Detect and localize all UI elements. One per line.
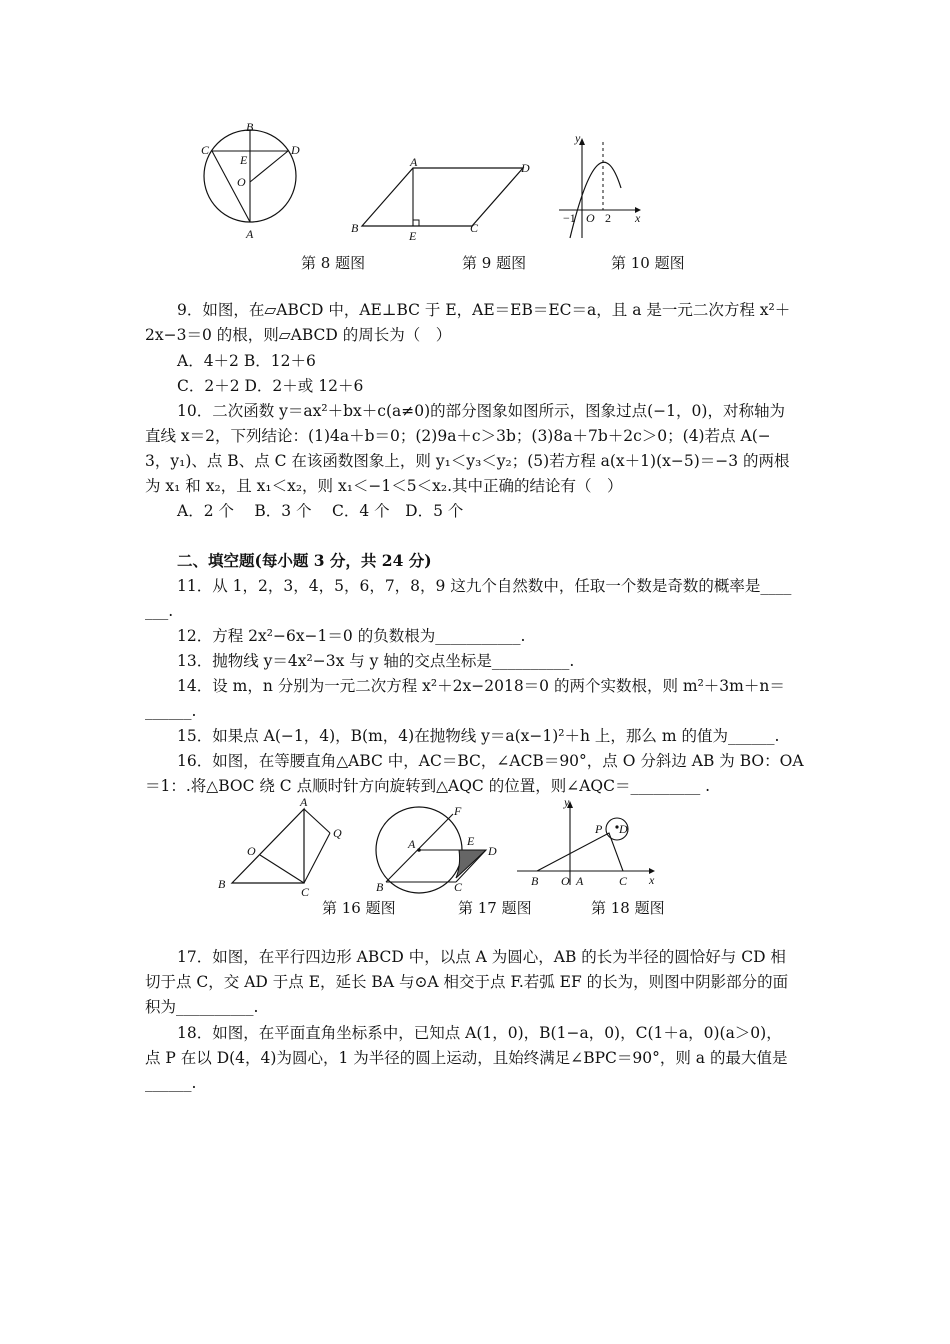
fig16-label-a: A	[300, 795, 308, 809]
fig9-label-c: C	[470, 221, 479, 235]
q9-line1: 9．如图，在▱ABCD 中，AE⊥BC 于 E，AE＝EB＝EC＝a，且 a 是一元二次方程 x²＋	[177, 301, 791, 319]
fig18-label-d: D	[619, 822, 628, 836]
q16-line1: 16．如图，在等腰直角△ABC 中，AC＝BC，∠ACB＝90°，点 O 分斜边 AB 为 BO：OA	[177, 752, 804, 770]
fig8-label-o: O	[237, 175, 246, 189]
q13: 13．抛物线 y＝4x²−3x 与 y 轴的交点坐标是__________.	[177, 652, 575, 670]
fig17-label-f: F	[454, 804, 462, 818]
q9-line2: 2x−3＝0 的根，则▱ABCD 的周长为（ ）	[145, 326, 452, 344]
q17-line3: 积为__________.	[145, 998, 259, 1016]
fig10-caption: 第 10 题图	[611, 254, 685, 272]
fig16-label-q: Q	[333, 826, 342, 840]
q17-line2: 切于点 C，交 AD 于点 E，延长 BA 与⊙A 相交于点 F.若弧 EF 的长为，则图中阴影部分的面	[145, 973, 789, 991]
fig9-label-b: B	[351, 221, 359, 235]
fig18-label-a: A	[576, 874, 584, 888]
fig16-label-o: O	[247, 844, 256, 858]
fig8-label-c: C	[201, 143, 210, 157]
q10-line1: 10．二次函数 y＝ax²＋bx＋c(a≠0)的部分图象如图所示，图象过点(−1，0)，对称轴为	[177, 402, 785, 420]
fig18-caption: 第 18 题图	[591, 899, 665, 917]
q10-line4: 为 x₁ 和 x₂，且 x₁＜x₂，则 x₁＜−1＜5＜x₂.其中正确的结论有（ ）	[145, 477, 623, 495]
q18-line2: 点 P 在以 D(4，4)为圆心，1 为半径的圆上运动，且始终满足∠BPC＝90°，则 a 的最大值是	[145, 1049, 788, 1067]
fig10-label-y: y	[575, 131, 581, 145]
fig9-label-a: A	[410, 155, 418, 169]
figure-18	[515, 795, 665, 895]
figure-8	[195, 120, 310, 245]
fig10-label-2: 2	[605, 211, 611, 225]
fig18-label-p: P	[595, 822, 603, 836]
fig9-label-e: E	[409, 229, 417, 243]
fig18-label-c: C	[619, 874, 628, 888]
fig9-caption: 第 9 题图	[462, 254, 527, 272]
q14-line1: 14．设 m，n 分别为一元二次方程 x²＋2x−2018＝0 的两个实数根，则 m²＋3m＋n＝	[177, 677, 785, 695]
q10-line2: 直线 x＝2，下列结论：(1)4a＋b＝0；(2)9a＋c＞3b；(3)8a＋7b＋2c＞0；(4)若点 A(−	[145, 427, 771, 445]
q17-line1: 17．如图，在平行四边形 ABCD 中，以点 A 为圆心，AB 的长为半径的圆恰好与 CD 相	[177, 948, 786, 966]
fig17-label-a: A	[408, 837, 416, 851]
fig8-label-b: B	[246, 120, 254, 134]
fig8-label-d: D	[291, 143, 300, 157]
fig18-label-y: y	[564, 795, 570, 809]
fig8-label-e: E	[240, 153, 248, 167]
fig17-label-d: D	[488, 844, 497, 858]
fig10-label-o: O	[586, 211, 595, 225]
q10-line3: 3，y₁)、点 B、点 C 在该函数图象上，则 y₁＜y₃＜y₂；(5)若方程 a(x＋1)(x−5)＝−3 的两根	[145, 452, 790, 470]
q9-options-ab: A．4＋2 B．12＋6	[177, 352, 316, 370]
figure-16	[212, 795, 352, 900]
q11-line1: 11．从 1，2，3，4，5，6，7，8，9 这九个自然数中，任取一个数是奇数的概率是____	[177, 577, 792, 595]
q10-options: A．2 个 B．3 个 C．4 个 D．5 个	[177, 502, 464, 520]
figure-17	[368, 800, 508, 895]
q11-line2: ___.	[145, 602, 174, 620]
fig9-label-d: D	[521, 161, 530, 175]
fig18-label-b: B	[531, 874, 539, 888]
q12: 12．方程 2x²−6x−1＝0 的负数根为___________.	[177, 627, 526, 645]
q9-options-cd: C．2＋2 D．2＋或 12＋6	[177, 377, 364, 395]
section-2-heading: 二、填空题(每小题 3 分，共 24 分)	[177, 551, 432, 570]
fig16-label-c: C	[301, 885, 310, 899]
fig18-label-x: x	[649, 873, 655, 887]
q18-line3: ______.	[145, 1074, 197, 1092]
q15: 15．如果点 A(−1，4)，B(m，4)在抛物线 y＝a(x−1)²＋h 上，那么 m 的值为______.	[177, 727, 780, 745]
fig17-caption: 第 17 题图	[458, 899, 532, 917]
figure-9	[345, 150, 545, 245]
q14-line2: ______.	[145, 702, 197, 720]
q18-line1: 18．如图，在平面直角坐标系中，已知点 A(1，0)，B(1−a，0)，C(1＋a，0)(a＞0)，	[177, 1024, 782, 1042]
fig10-label-x: x	[635, 211, 641, 225]
fig18-label-o: O	[561, 874, 570, 888]
fig17-label-e: E	[467, 834, 475, 848]
q16-line2: ＝1：.将△BOC 绕 C 点顺时针方向旋转到△AQC 的位置，则∠AQC＝_________ .	[145, 777, 711, 795]
fig17-label-b: B	[376, 880, 384, 894]
fig17-label-c: C	[454, 880, 463, 894]
fig8-label-a: A	[246, 227, 254, 241]
fig16-caption: 第 16 题图	[322, 899, 396, 917]
figure-10	[555, 130, 655, 245]
fig8-caption: 第 8 题图	[301, 254, 366, 272]
fig16-label-b: B	[218, 877, 226, 891]
fig10-label-neg1: −1	[563, 211, 576, 225]
